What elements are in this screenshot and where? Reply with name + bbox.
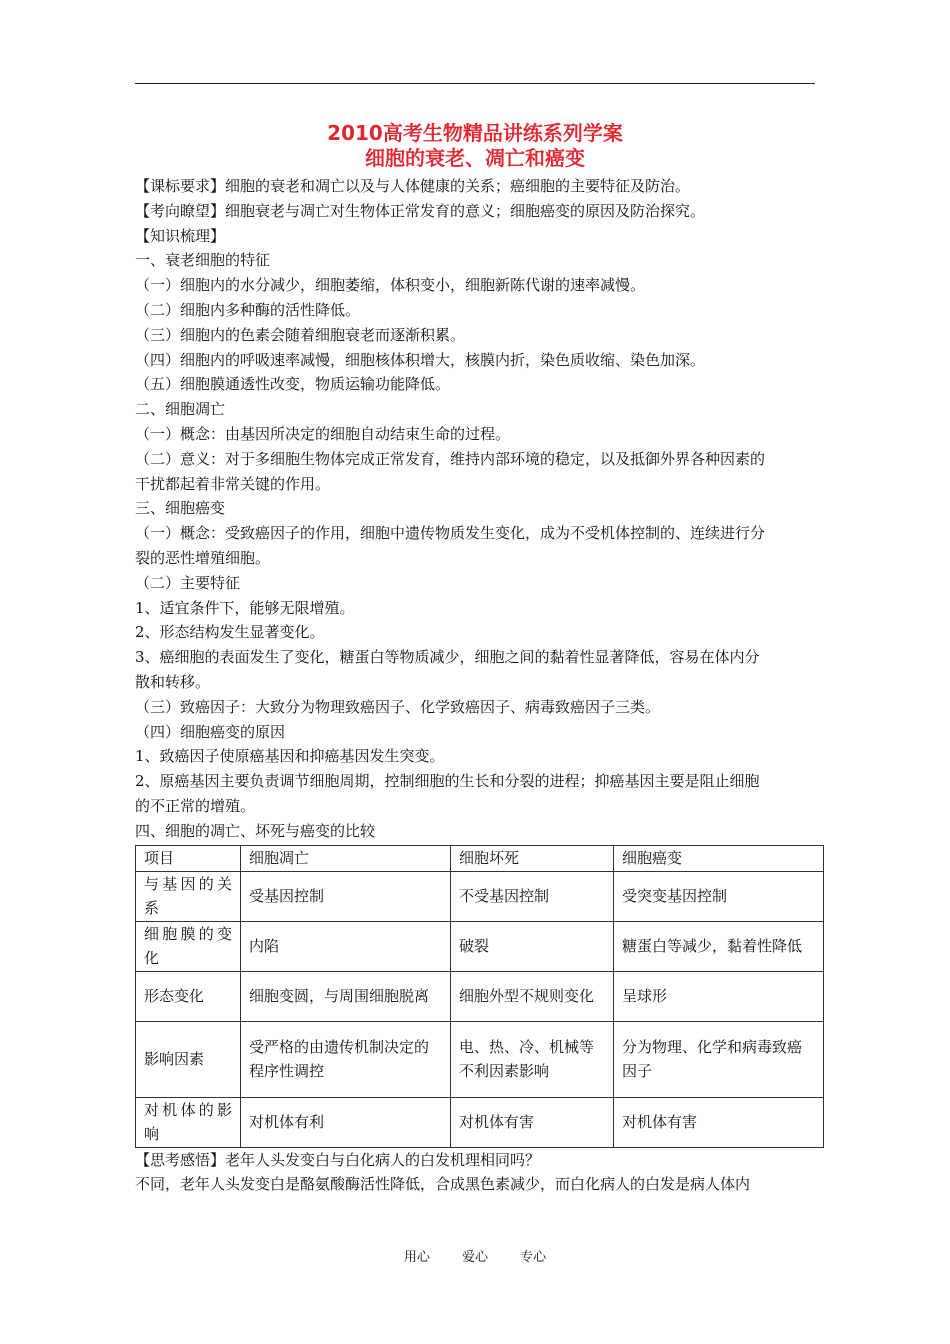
table-cell: 对机体有害 [451,1097,614,1147]
paragraph-line: 裂的恶性增殖细胞。 [135,548,271,567]
table-header-cell: 细胞凋亡 [241,845,451,871]
paragraph-line: 二、细胞凋亡 [135,400,226,419]
table-header-cell: 细胞癌变 [614,845,824,871]
table-cell: 受基因控制 [241,871,451,921]
table-cell: 受突变基因控制 [614,871,824,921]
document-subtitle: 细胞的衰老、凋亡和癌变 [365,146,585,170]
paragraph-line: （四）细胞癌变的原因 [135,722,286,741]
table-cell: 细胞膜的变化 [136,921,241,971]
paragraph-line: （一）概念：受致癌因子的作用，细胞中遗传物质发生变化，成为不受机体控制的、连续进行分 [135,524,766,543]
paragraph-line: 3、癌细胞的表面发生了变化，糖蛋白等物质减少，细胞之间的黏着性显著降低，容易在体内分 [135,648,760,667]
table-row [136,1021,824,1097]
paragraph-line: 不同，老年人头发变白是酪氨酸酶活性降低，合成黑色素减少，而白化病人的白发是病人体内 [135,1175,751,1194]
document-body [135,174,815,1197]
paragraph-line: （二）细胞内多种酶的活性降低。 [135,300,361,319]
table-cell: 对机体有利 [241,1097,451,1147]
paragraph-line: （一）细胞内的水分减少，细胞萎缩，体积变小，细胞新陈代谢的速率减慢。 [135,276,646,295]
table-cell: 电、热、冷、机械等不利因素影响 [451,1021,614,1097]
table-row [136,971,824,1021]
page-footer [0,1246,950,1265]
table-header-cell: 细胞坏死 [451,845,614,871]
table-row [136,1097,824,1147]
table-cell: 对机体有害 [614,1097,824,1147]
table-cell: 形态变化 [136,971,241,1021]
paragraph-line: （五）细胞膜通透性改变，物质运输功能降低。 [135,375,451,394]
paragraph-line: 散和转移。 [135,672,211,691]
paragraph-line: （二）意义：对于多细胞生物体完成正常发育，维持内部环境的稳定，以及抵御外界各种因素的 [135,449,766,468]
footer-item: 专心 [520,1250,547,1265]
table-cell: 不受基因控制 [451,871,614,921]
paragraph-line: （二）主要特征 [135,573,241,592]
paragraph-line: 2、形态结构发生显著变化。 [135,623,325,642]
paragraph-line: （一）概念：由基因所决定的细胞自动结束生命的过程。 [135,424,511,443]
comparison-table [135,845,824,1148]
header-rule [135,83,815,84]
paragraph-line: 【思考感悟】老年人头发变白与白化病人的白发机理相同吗？ [135,1150,541,1169]
paragraph-line: 2、原癌基因主要负责调节细胞周期，控制细胞的生长和分裂的进程；抑癌基因主要是阻止细胞 [135,772,760,791]
paragraph-line: 【课标要求】细胞的衰老和凋亡以及与人体健康的关系；癌细胞的主要特征及防治。 [135,177,691,195]
paragraph-line: 1、适宜条件下，能够无限增殖。 [135,598,355,617]
table-header-cell: 项目 [136,845,241,871]
table-header-row [136,845,824,871]
footer-item: 爱心 [461,1250,488,1265]
table-cell: 影响因素 [136,1021,241,1097]
paragraph-line: 一、衰老细胞的特征 [135,251,271,270]
paragraph-line: 的不正常的增殖。 [135,796,256,815]
table-row [136,871,824,921]
document-title-block [135,121,815,171]
paragraph-line: 干扰都起着非常关键的作用。 [135,474,331,493]
table-cell: 破裂 [451,921,614,971]
table-cell: 分为物理、化学和病毒致癌 因子 [614,1021,824,1097]
table-cell: 呈球形 [614,971,824,1021]
paragraph-line: （三）细胞内的色素会随着细胞衰老而逐渐积累。 [135,325,466,344]
paragraph-list [135,174,815,844]
table-cell: 糖蛋白等减少，黏着性降低 [614,921,824,971]
footer-item: 用心 [403,1250,430,1265]
document-title: 2010高考生物精品讲练系列学案 [327,121,623,145]
table-cell: 对机体的影响 [136,1097,241,1147]
paragraph-line: 四、细胞的凋亡、坏死与癌变的比较 [135,821,376,840]
table-row [136,921,824,971]
paragraph-line: 【考向瞭望】细胞衰老与凋亡对生物体正常发育的意义；细胞癌变的原因及防治探究。 [135,201,706,220]
paragraph-line: 三、细胞癌变 [135,499,226,518]
table-cell: 受严格的由遗传机制决定的 程序性调控 [241,1021,451,1097]
table-cell: 内陷 [241,921,451,971]
paragraph-line: 【知识梳理】 [135,226,226,245]
paragraph-line: 1、致癌因子使原癌基因和抑癌基因发生突变。 [135,747,445,766]
paragraph-line: （三）致癌因子：大致分为物理致癌因子、化学致癌因子、病毒致癌因子三类。 [135,697,661,716]
table-cell: 细胞外型不规则变化 [451,971,614,1021]
table-cell: 细胞变圆，与周围细胞脱离 [241,971,451,1021]
paragraph-line: （四）细胞内的呼吸速率减慢，细胞核体积增大，核膜内折，染色质收缩、染色加深。 [135,350,706,369]
after-table-text [135,1148,815,1198]
table-cell: 与基因的关系 [136,871,241,921]
